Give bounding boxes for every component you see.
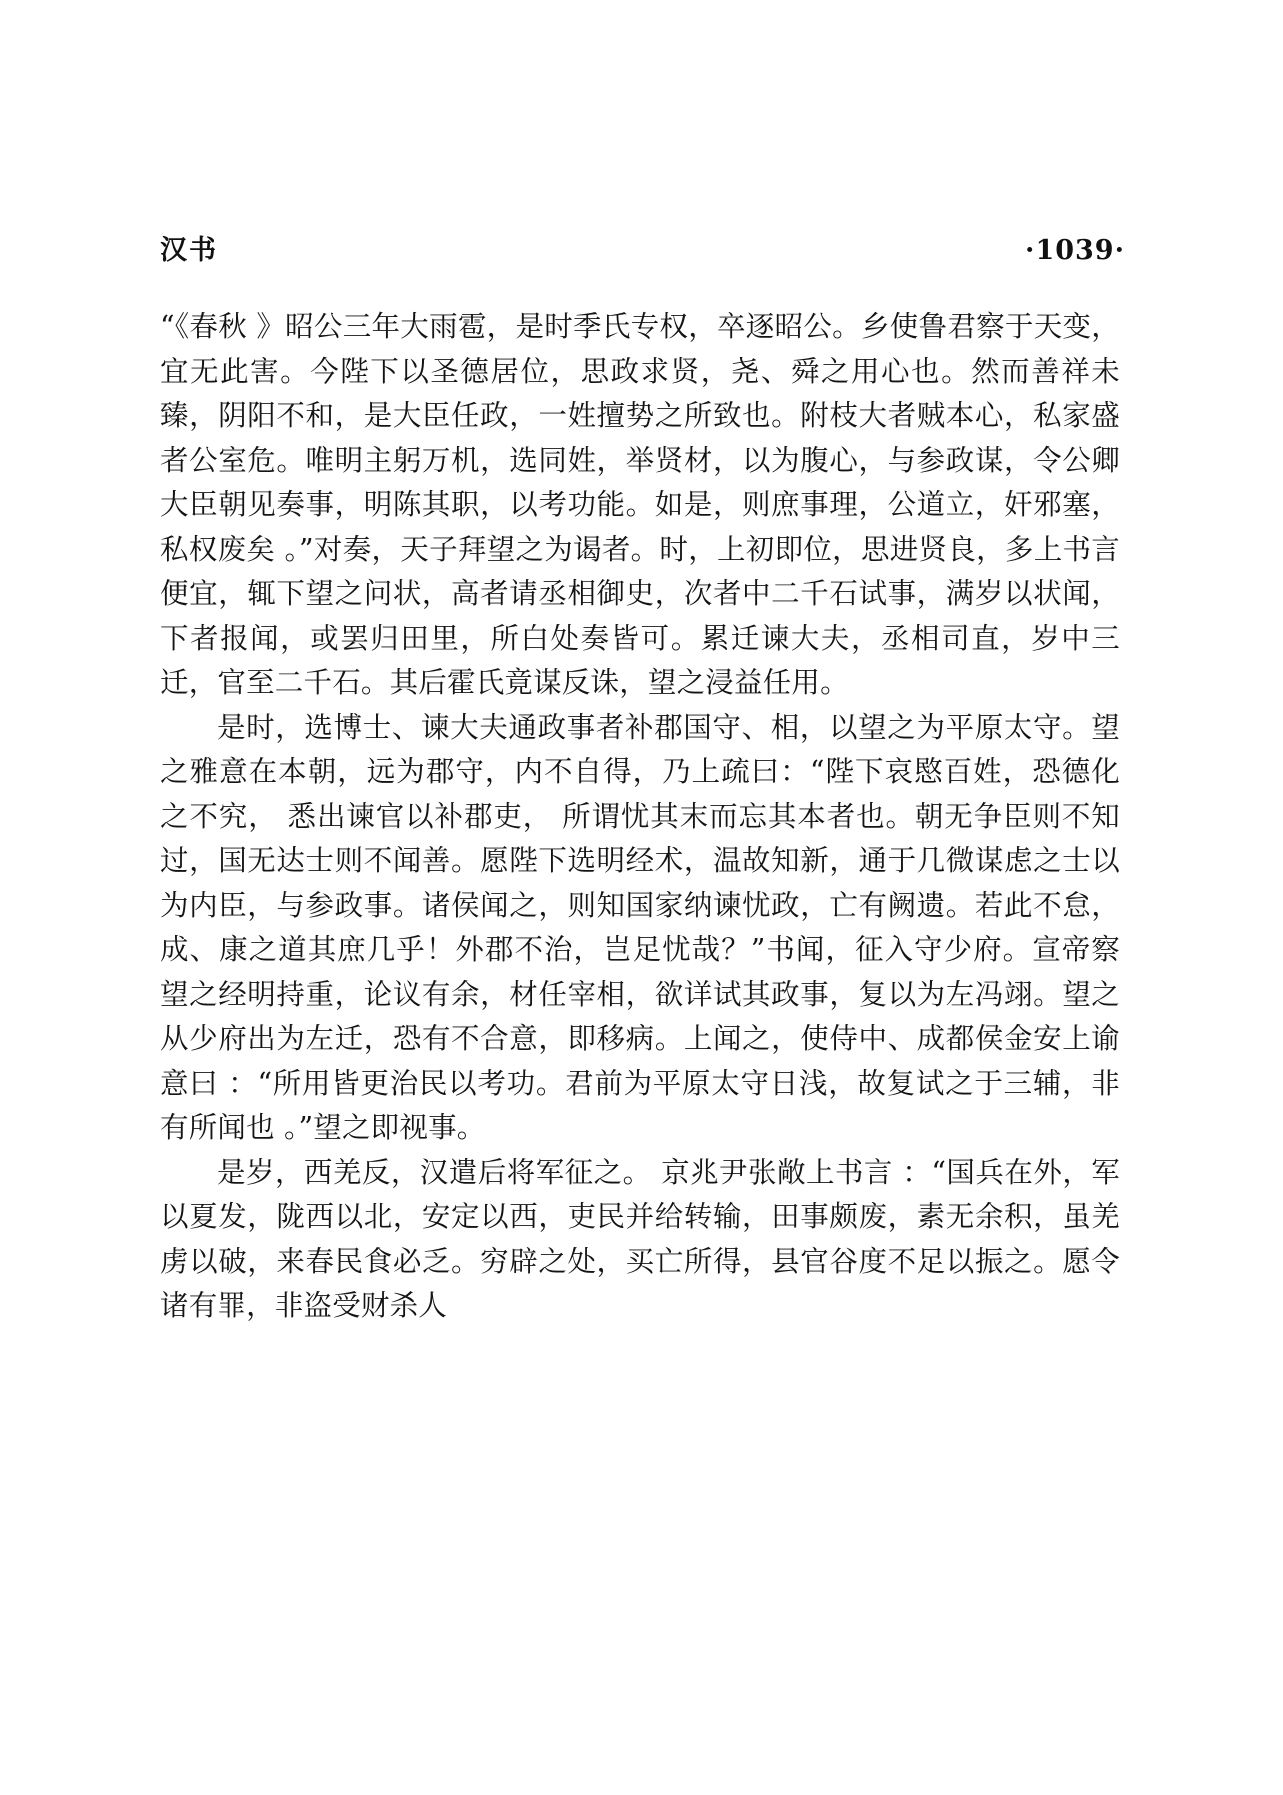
page-number: ·1039· [1025, 235, 1125, 266]
body-text [160, 305, 1120, 1329]
book-title: 汉书 [160, 235, 218, 266]
paragraph: “《春秋 》昭公三年大雨雹，是时季氏专权，卒逐昭公。乡使鲁君察于天变，宜无此害。今陛下以圣德居位，思政求贤，尧、舜之用心也。然而善祥未臻，阴阳不和，是大臣任政，一姓擅势之所致也。附枝大者贼本心，私家盛者公室危。唯明主躬万机，选同姓，举贤材，以为腹心，与参政谋，令公卿大臣朝见奏事，明陈其职，以考功能。如是，则庶事理，公道立，奸邪塞，私权废矣 。”对奏，天子拜望之为谒者。时，上初即位，思进贤良，多上书言便宜，辄下望之问状，高者请丞相御史，次者中二千石试事，满岁以状闻，下者报闻，或罢归田里，所白处奏皆可。累迁谏大夫，丞相司直，岁中三迁，官至二千石。其后霍氏竟谋反诛，望之浸益任用。 [160, 310, 1120, 699]
paragraph: 是岁，西羌反，汉遣后将军征之。 京兆尹张敞上书言 ：“国兵在外，军以夏发，陇西以北，安定以西，吏民并给转输，田事颇废，素无余积，虽羌虏以破，来春民食必乏。穷辟之处，买亡所得，县官谷度不足以振之。愿令诸有罪，非盗受财杀人 [160, 1155, 1120, 1322]
paragraph: 是时，选博士、谏大夫通政事者补郡国守、相，以望之为平原太守。望之雅意在本朝，远为郡守，内不自得，乃上疏曰：“陛下哀愍百姓，恐德化之不究， 悉出谏官以补郡吏， 所谓忧其末而忘其本者也。朝无争臣则不知过，国无达士则不闻善。愿陛下选明经术，温故知新，通于几微谋虑之士以为内臣，与参政事。诸侯闻之，则知国家纳谏忧政，亡有阙遗。若此不怠，成、康之道其庶几乎！外郡不治，岂足忧哉？”书闻，征入守少府。宣帝察望之经明持重，论议有余，材任宰相，欲详试其政事，复以为左冯翊。望之从少府出为左迁，恐有不合意，即移病。上闻之，使侍中、成都侯金安上谕意曰 ：“所用皆更治民以考功。君前为平原太守日浅，故复试之于三辅，非有所闻也 。”望之即视事。 [160, 710, 1120, 1144]
page-header [160, 228, 1125, 267]
